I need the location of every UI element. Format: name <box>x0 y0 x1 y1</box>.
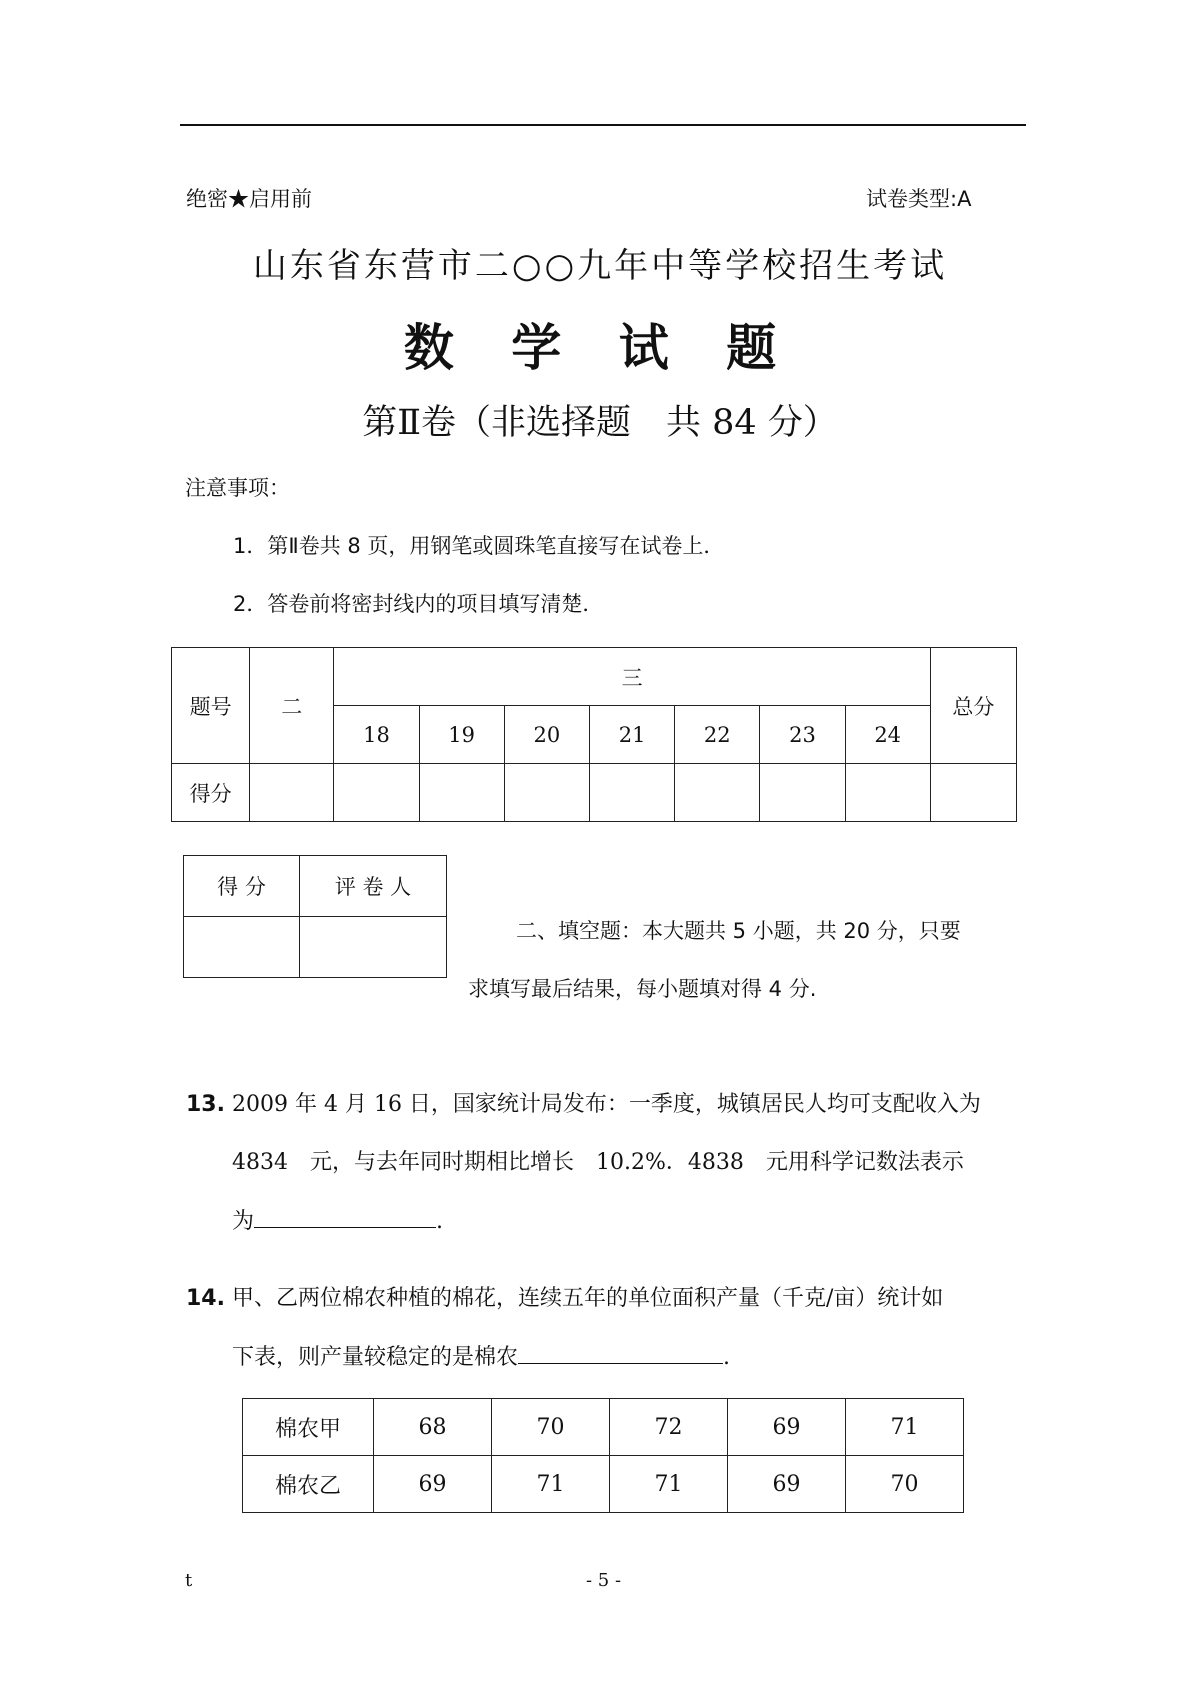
sub-col-question: 22 <box>675 706 760 764</box>
note-item: 2．答卷前将密封线内的项目填写清楚． <box>233 592 604 616</box>
question-text: 下表，则产量较稳定的是棉农 <box>232 1345 519 1370</box>
score-cell <box>845 764 930 822</box>
sub-col-question: 19 <box>419 706 504 764</box>
grader-name-label: 评 卷 人 <box>300 856 447 917</box>
paper-type-label: 试卷类型:A <box>866 187 972 211</box>
row-label-score: 得分 <box>172 764 250 822</box>
sub-col-question: 21 <box>589 706 674 764</box>
notes-heading: 注意事项： <box>185 476 290 500</box>
question-text: . <box>723 1345 731 1370</box>
question-13-line2: 4834 元，与去年同时期相比增长 10.2%．4838 元用科学记数法表示 <box>232 1150 964 1175</box>
score-cell <box>334 764 419 822</box>
score-cell <box>930 764 1016 822</box>
row-label-number: 题号 <box>172 648 250 764</box>
question-14-line1 <box>186 1281 943 1312</box>
yield-cell: 69 <box>374 1456 492 1513</box>
sub-col-question: 24 <box>845 706 930 764</box>
score-cell <box>589 764 674 822</box>
section-heading-cont: 求填写最后结果，每小题填对得 4 分. <box>468 977 817 1001</box>
question-text: . <box>436 1209 444 1234</box>
yield-cell: 71 <box>610 1456 728 1513</box>
score-cell <box>675 764 760 822</box>
farmer-label: 棉农乙 <box>243 1456 374 1513</box>
cotton-yield-table <box>242 1398 964 1513</box>
confidential-label: 绝密★启用前 <box>186 187 312 211</box>
yield-cell: 72 <box>610 1399 728 1456</box>
score-cell <box>250 764 334 822</box>
question-text: 2009 年 4 月 16 日，国家统计局发布：一季度，城镇居民人均可支配收入为 <box>231 1092 981 1117</box>
volume-title: 第Ⅱ卷（非选择题 共 84 分） <box>362 403 838 443</box>
score-table <box>171 647 1017 822</box>
top-rule <box>180 124 1026 126</box>
question-13-line3 <box>232 1203 443 1235</box>
answer-blank[interactable] <box>254 1203 436 1228</box>
grader-table <box>183 855 447 978</box>
footer-mark: t <box>185 1570 193 1591</box>
score-cell <box>760 764 845 822</box>
page-number: - 5 - <box>586 1570 622 1591</box>
subject-title: 数 学 试 题 <box>403 319 797 377</box>
col-section-two: 二 <box>250 648 334 764</box>
score-cell <box>419 764 504 822</box>
grader-name-cell <box>300 917 447 978</box>
question-number: 14. <box>186 1286 225 1311</box>
note-item: 1．第Ⅱ卷共 8 页，用钢笔或圆珠笔直接写在试卷上． <box>233 534 725 558</box>
question-14-line2 <box>232 1339 730 1371</box>
col-section-three: 三 <box>334 648 930 706</box>
exam-title: 山东省东营市二○○九年中等学校招生考试 <box>252 246 948 286</box>
yield-cell: 69 <box>728 1456 846 1513</box>
yield-cell: 71 <box>492 1456 610 1513</box>
farmer-label: 棉农甲 <box>243 1399 374 1456</box>
col-total: 总分 <box>930 648 1016 764</box>
question-number: 13. <box>186 1092 225 1117</box>
question-13-line1 <box>186 1087 981 1118</box>
yield-cell: 68 <box>374 1399 492 1456</box>
score-cell <box>504 764 589 822</box>
grader-score-label: 得 分 <box>184 856 300 917</box>
answer-blank[interactable] <box>518 1339 723 1364</box>
sub-col-question: 23 <box>760 706 845 764</box>
grader-score-cell <box>184 917 300 978</box>
question-text: 甲、乙两位棉农种植的棉花，连续五年的单位面积产量（千克/亩）统计如 <box>231 1286 944 1311</box>
yield-cell: 70 <box>492 1399 610 1456</box>
sub-col-question: 20 <box>504 706 589 764</box>
question-text: 为 <box>232 1209 255 1234</box>
yield-cell: 71 <box>846 1399 964 1456</box>
sub-col-question: 18 <box>334 706 419 764</box>
section-heading: 二、填空题：本大题共 5 小题，共 20 分，只要 <box>516 919 961 943</box>
yield-cell: 70 <box>846 1456 964 1513</box>
yield-cell: 69 <box>728 1399 846 1456</box>
